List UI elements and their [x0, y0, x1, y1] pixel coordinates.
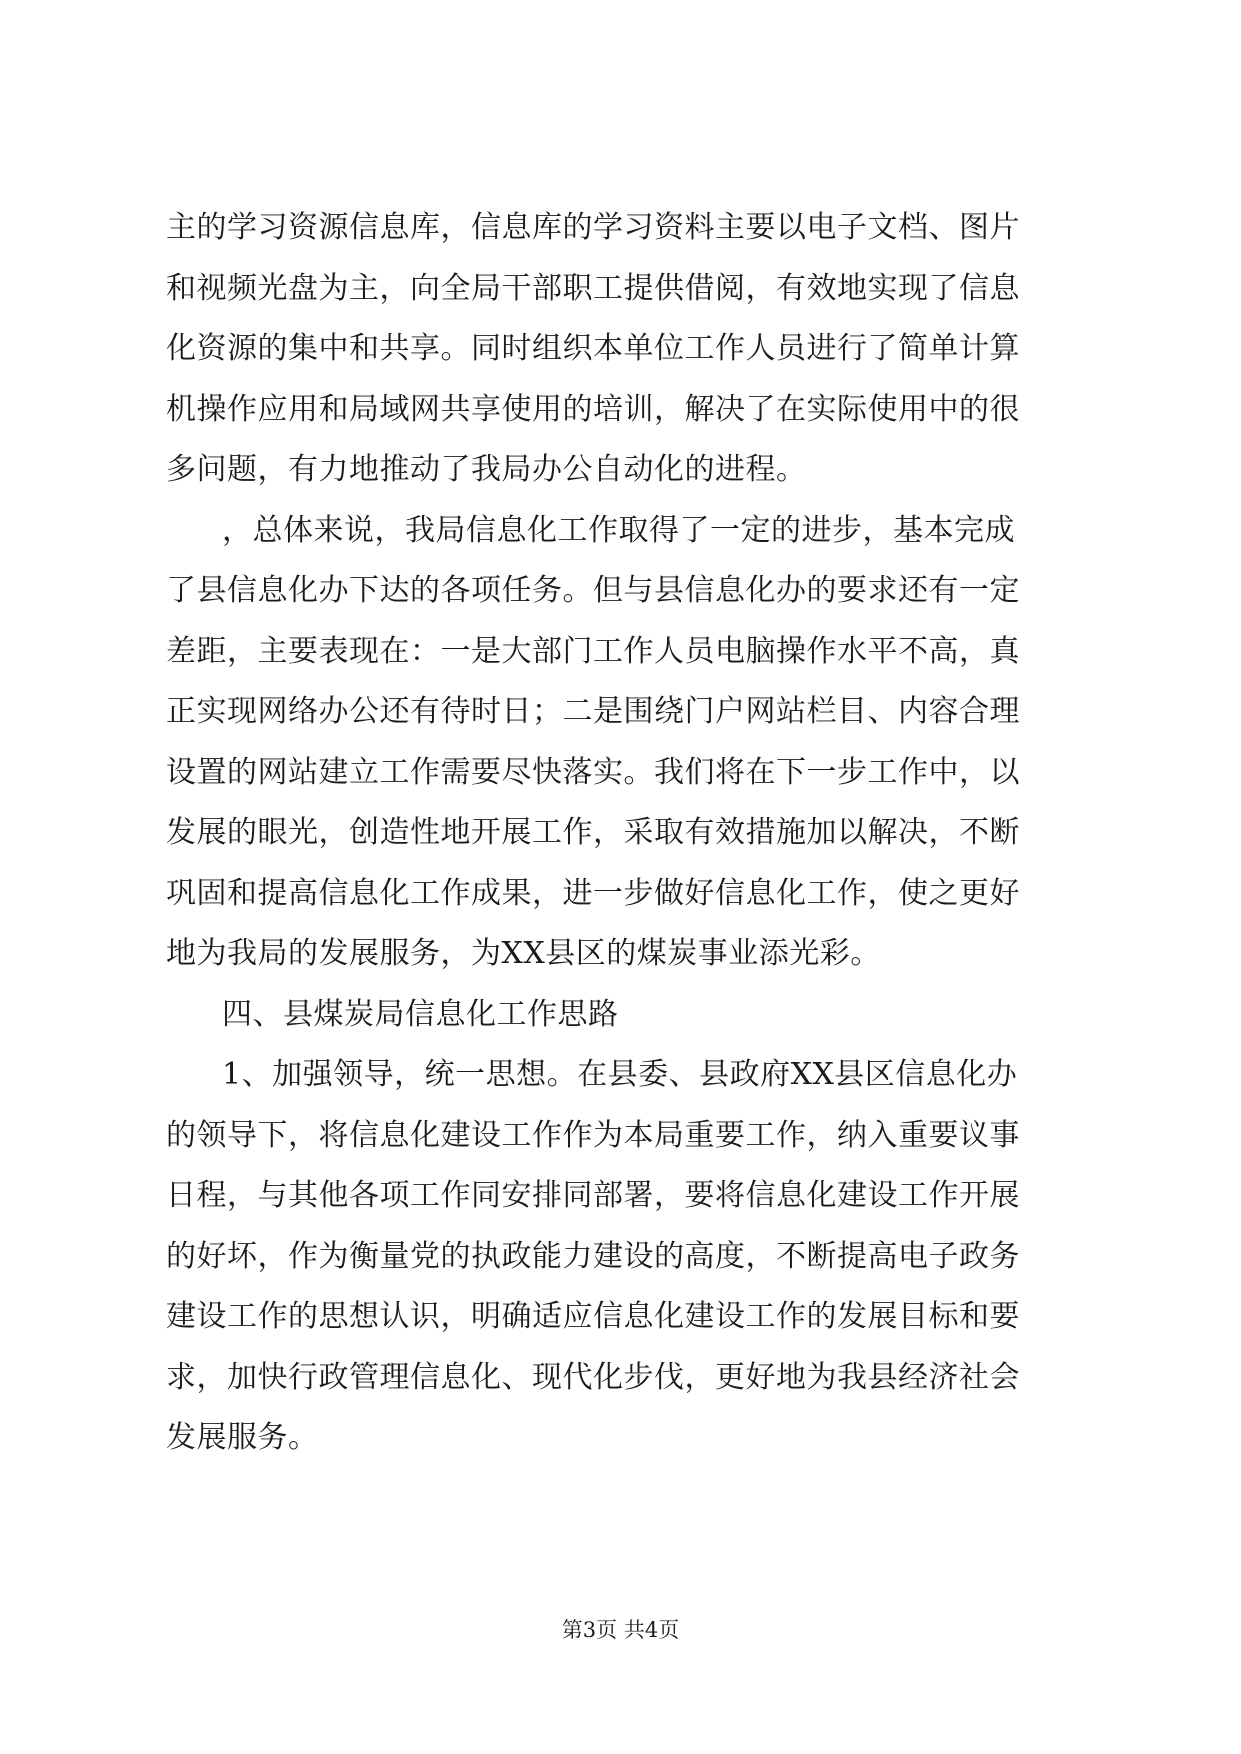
text-line: 发展的眼光，创造性地开展工作，采取有效措施加以解决，不断 — [166, 815, 1020, 850]
page-footer — [0, 1614, 1241, 1644]
text-line: 求，加快行政管理信息化、现代化步伐，更好地为我县经济社会 — [166, 1359, 1020, 1395]
text-line: ，总体来说，我局信息化工作取得了一定的进步，基本完成 — [222, 512, 1015, 548]
text-line: 日程，与其他各项工作同安排同部署，要将信息化建设工作开展 — [166, 1178, 1020, 1213]
text-line: 和视频光盘为主，向全局干部职工提供借阅，有效地实现了信息 — [166, 270, 1020, 306]
text-line: 化资源的集中和共享。同时组织本单位工作人员进行了简单计算 — [166, 331, 1020, 366]
document-body — [166, 198, 1078, 1469]
text-line: 的好坏，作为衡量党的执政能力建设的高度，不断提高电子政务 — [166, 1238, 1020, 1274]
page-number: 第3页 共4页 — [561, 1618, 680, 1642]
text-line: 机操作应用和局域网共享使用的培训，解决了在实际使用中的很 — [166, 391, 1020, 427]
section-heading: 四、县煤炭局信息化工作思路 — [222, 996, 619, 1032]
text-line: 发展服务。 — [166, 1420, 319, 1455]
text-line: 了县信息化办下达的各项任务。但与县信息化办的要求还有一定 — [166, 573, 1020, 608]
text-line: 主的学习资源信息库，信息库的学习资料主要以电子文档、图片 — [166, 210, 1020, 245]
text-line: 1、加强领导，统一思想。在县委、县政府XX县区信息化办 — [222, 1057, 1018, 1092]
text-line: 多问题，有力地推动了我局办公自动化的进程。 — [166, 452, 807, 487]
text-line: 设置的网站建立工作需要尽快落实。我们将在下一步工作中，以 — [166, 754, 1020, 790]
text-line: 的领导下，将信息化建设工作作为本局重要工作，纳入重要议事 — [166, 1117, 1020, 1153]
text-line: 建设工作的思想认识，明确适应信息化建设工作的发展目标和要 — [166, 1299, 1020, 1334]
text-line: 正实现网络办公还有待时日；二是围绕门户网站栏目、内容合理 — [166, 694, 1020, 729]
text-line: 巩固和提高信息化工作成果，进一步做好信息化工作，使之更好 — [166, 875, 1020, 911]
text-line: 地为我局的发展服务，为XX县区的煤炭事业添光彩。 — [166, 936, 881, 971]
text-line: 差距，主要表现在：一是大部门工作人员电脑操作水平不高，真 — [166, 633, 1020, 669]
